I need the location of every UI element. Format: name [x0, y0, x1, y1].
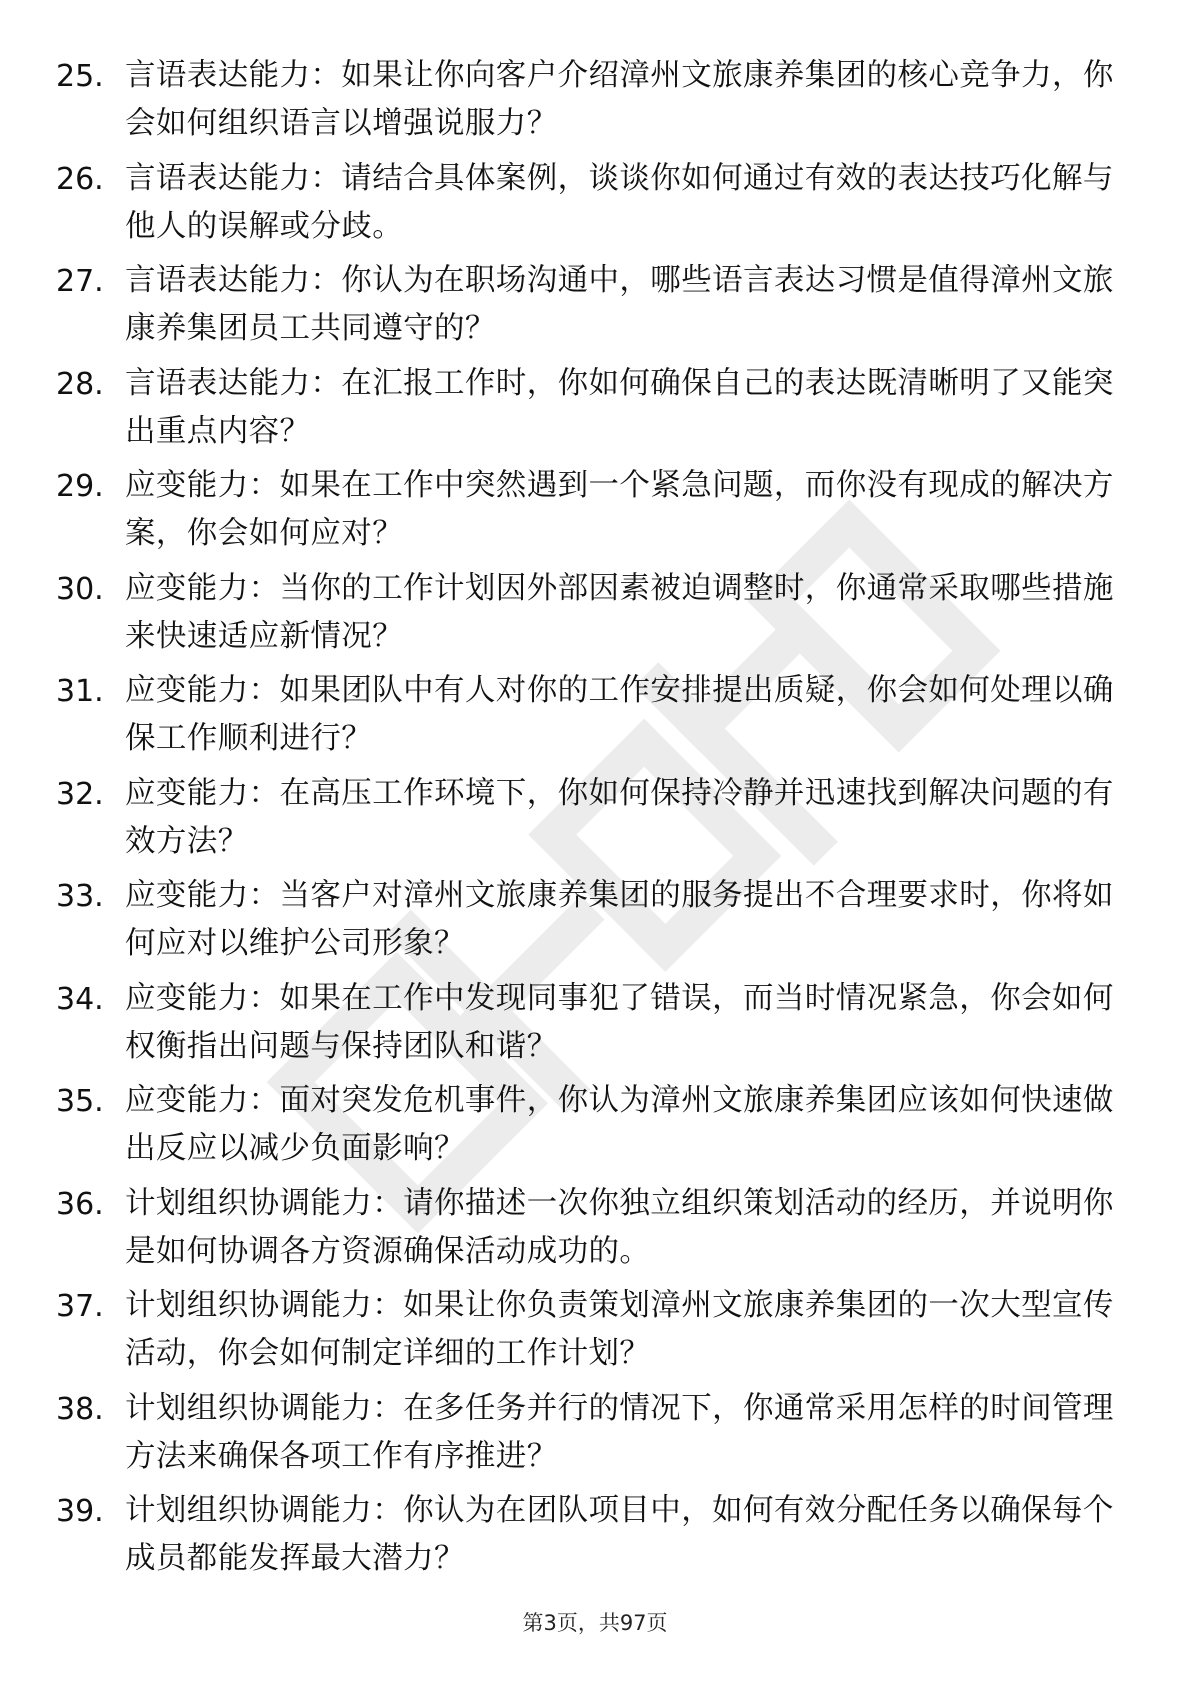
- question-text: 计划组织协调能力：在多任务并行的情况下，你通常采用怎样的时间管理方法来确保各项工作有序推进？: [125, 1390, 1114, 1474]
- question-number: 30.: [56, 571, 104, 607]
- question-number: 28.: [56, 366, 104, 402]
- question-text: 应变能力：如果在工作中发现同事犯了错误，而当时情况紧急，你会如何权衡指出问题与保持团队和谐？: [125, 980, 1114, 1064]
- question-text: 应变能力：如果团队中有人对你的工作安排提出质疑，你会如何处理以确保工作顺利进行？: [125, 673, 1114, 756]
- question-item: [56, 360, 1116, 463]
- question-item: [56, 770, 1116, 873]
- question-text: 应变能力：面对突发危机事件，你认为漳州文旅康养集团应该如何快速做出反应以减少负面影响？: [125, 1083, 1114, 1166]
- question-number: 32.: [56, 776, 104, 812]
- question-text: 言语表达能力：如果让你向客户介绍漳州文旅康养集团的核心竞争力，你会如何组织语言以增强说服力？: [125, 58, 1114, 141]
- question-number: 38.: [56, 1391, 104, 1427]
- question-item: [56, 1180, 1116, 1283]
- question-text: 应变能力：如果在工作中突然遇到一个紧急问题，而你没有现成的解决方案，你会如何应对？: [125, 468, 1114, 551]
- question-list: [56, 52, 1116, 1590]
- question-text: 应变能力：当你的工作计划因外部因素被迫调整时，你通常采取哪些措施来快速适应新情况？: [125, 570, 1114, 654]
- question-number: 36.: [56, 1186, 104, 1222]
- question-item: [56, 667, 1116, 770]
- question-number: 25.: [56, 59, 104, 94]
- question-item: [56, 52, 1116, 155]
- question-item: [56, 1282, 1116, 1385]
- question-number: 27.: [56, 264, 104, 299]
- question-text: 言语表达能力：在汇报工作时，你如何确保自己的表达既清晰明了又能突出重点内容？: [125, 365, 1114, 449]
- question-item: [56, 462, 1116, 565]
- question-number: 31.: [56, 674, 104, 709]
- question-item: [56, 1077, 1116, 1180]
- question-text: 应变能力：当客户对漳州文旅康养集团的服务提出不合理要求时，你将如何应对以维护公司形象？: [125, 878, 1114, 961]
- question-text: 言语表达能力：你认为在职场沟通中，哪些语言表达习惯是值得漳州文旅康养集团员工共同遵守的？: [125, 263, 1114, 346]
- question-text: 计划组织协调能力：如果让你负责策划漳州文旅康养集团的一次大型宣传活动，你会如何制定详细的工作计划？: [125, 1288, 1114, 1371]
- page-number: 第3页，共97页: [522, 1611, 668, 1635]
- question-item: [56, 975, 1116, 1078]
- question-number: 39.: [56, 1494, 104, 1529]
- question-item: [56, 155, 1116, 258]
- question-number: 26.: [56, 161, 104, 197]
- question-text: 言语表达能力：请结合具体案例，谈谈你如何通过有效的表达技巧化解与他人的误解或分歧。: [125, 160, 1114, 244]
- question-text: 计划组织协调能力：请你描述一次你独立组织策划活动的经历，并说明你是如何协调各方资源确保活动成功的。: [125, 1185, 1114, 1269]
- question-item: [56, 1487, 1116, 1590]
- question-number: 33.: [56, 879, 104, 914]
- question-text: 应变能力：在高压工作环境下，你如何保持冷静并迅速找到解决问题的有效方法？: [125, 775, 1114, 859]
- question-number: 29.: [56, 469, 104, 504]
- question-item: [56, 257, 1116, 360]
- question-item: [56, 565, 1116, 668]
- question-item: [56, 872, 1116, 975]
- question-item: [56, 1385, 1116, 1488]
- question-number: 35.: [56, 1084, 104, 1119]
- question-number: 34.: [56, 981, 104, 1017]
- question-number: 37.: [56, 1289, 104, 1324]
- question-text: 计划组织协调能力：你认为在团队项目中，如何有效分配任务以确保每个成员都能发挥最大潜力？: [125, 1493, 1114, 1576]
